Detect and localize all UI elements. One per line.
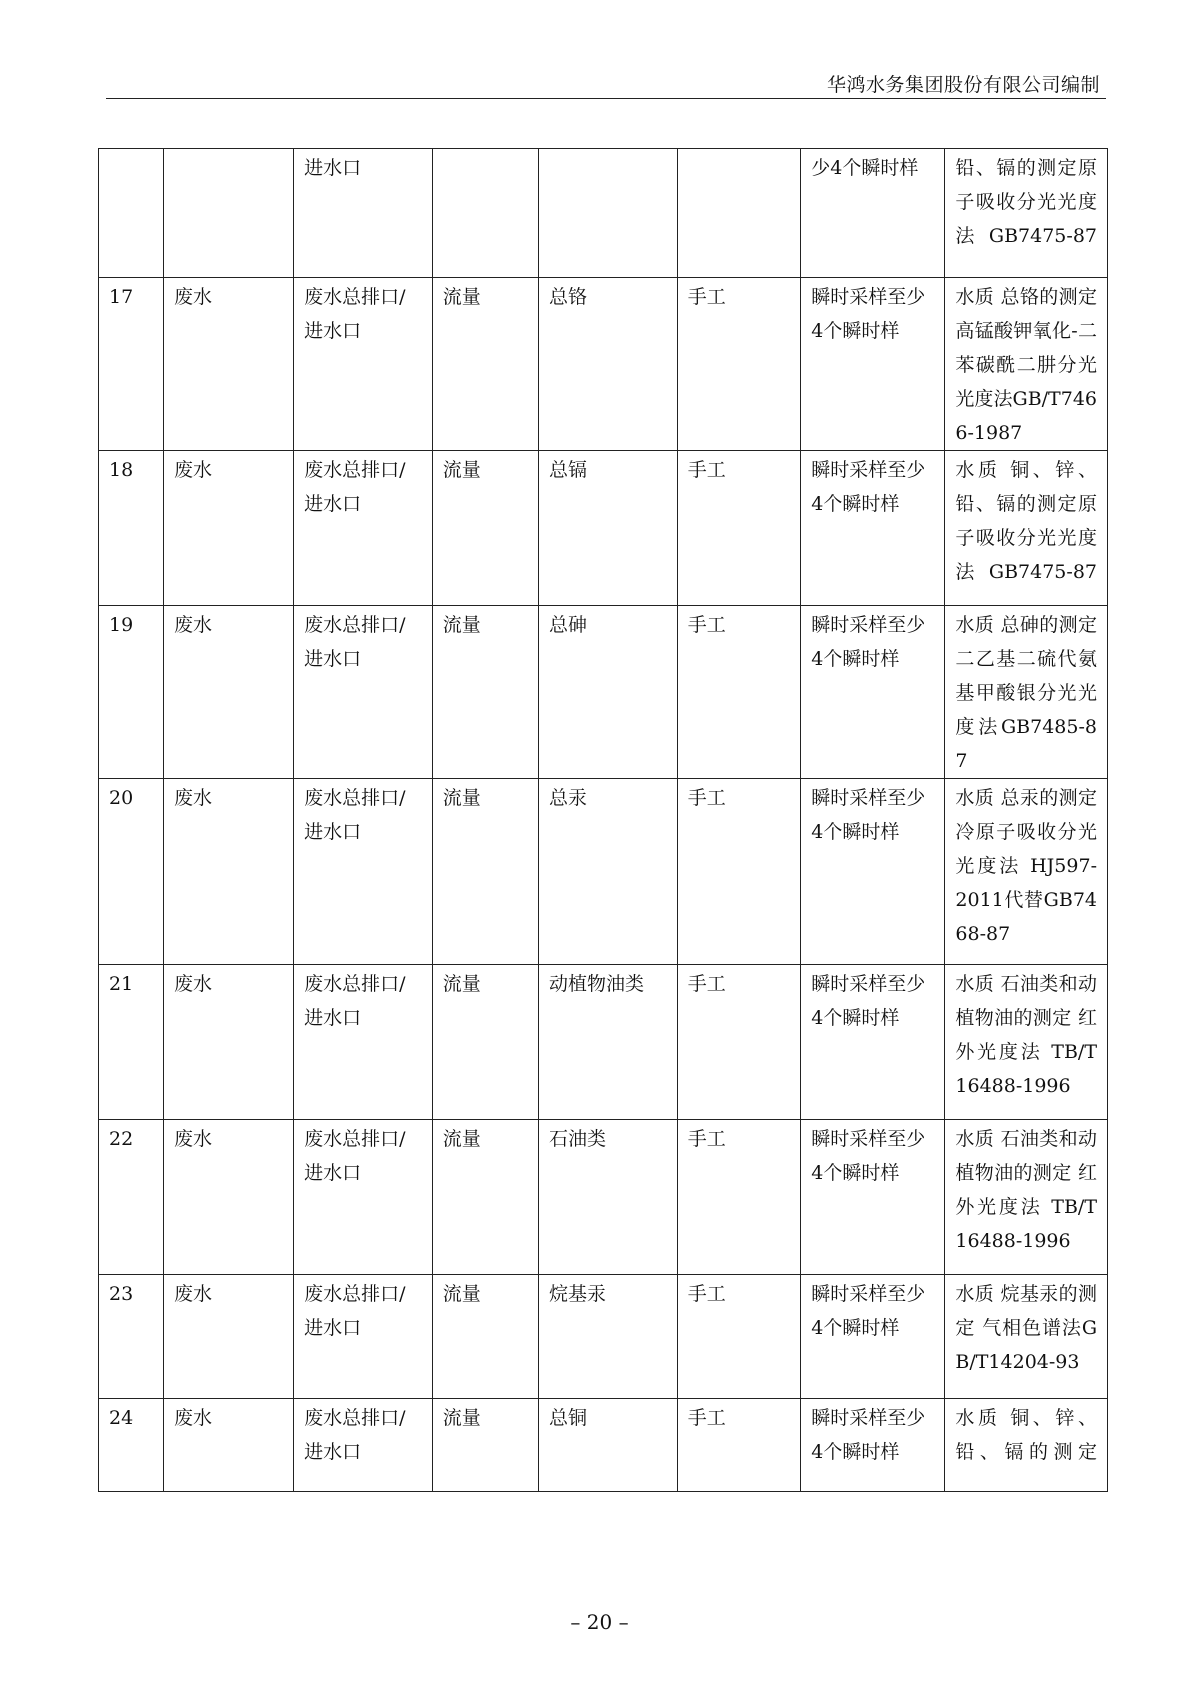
table-row [99, 1399, 1108, 1492]
monitoring-mode [677, 149, 801, 278]
pollutant-category: 废水 [164, 606, 294, 779]
test-method: 水质 总汞的测定 冷原子吸收分光光度法 HJ597-2011代替GB7468-87 [945, 779, 1108, 965]
page-number: – 20 – [570, 1610, 629, 1634]
monitoring-mode: 手工 [677, 451, 801, 606]
monitoring-point: 废水总排口/进水口 [294, 1275, 433, 1399]
monitoring-point: 废水总排口/进水口 [294, 1120, 433, 1275]
parameter: 流量 [432, 451, 538, 606]
table-row [99, 1275, 1108, 1399]
sampling-frequency: 瞬时采样至少4个瞬时样 [801, 606, 945, 779]
sampling-frequency: 瞬时采样至少4个瞬时样 [801, 1120, 945, 1275]
pollutant-category: 废水 [164, 1399, 294, 1492]
test-method: 水质 总铬的测定 高锰酸钾氧化-二苯碳酰二肼分光光度法GB/T7466-1987 [945, 278, 1108, 451]
pollutant-category: 废水 [164, 1275, 294, 1399]
parameter: 流量 [432, 606, 538, 779]
monitoring-point: 废水总排口/进水口 [294, 278, 433, 451]
sampling-frequency: 瞬时采样至少4个瞬时样 [801, 278, 945, 451]
pollutant-category: 废水 [164, 779, 294, 965]
monitoring-item: 总铜 [538, 1399, 677, 1492]
row-number: 24 [99, 1399, 164, 1492]
monitoring-point: 废水总排口/进水口 [294, 606, 433, 779]
monitoring-item: 总汞 [538, 779, 677, 965]
sampling-frequency: 瞬时采样至少4个瞬时样 [801, 1399, 945, 1492]
parameter: 流量 [432, 1399, 538, 1492]
header-title: 华鸿水务集团股份有限公司编制 [826, 74, 1100, 96]
table-row [99, 965, 1108, 1120]
monitoring-item: 总镉 [538, 451, 677, 606]
monitoring-mode: 手工 [677, 278, 801, 451]
row-number: 18 [99, 451, 164, 606]
test-method: 铅、镉的测定原子吸收分光光度法GB7475-87 [945, 149, 1108, 278]
monitoring-mode: 手工 [677, 1399, 801, 1492]
parameter: 流量 [432, 1120, 538, 1275]
monitoring-item [538, 149, 677, 278]
monitoring-point: 废水总排口/进水口 [294, 1399, 433, 1492]
monitoring-mode: 手工 [677, 606, 801, 779]
table-row [99, 779, 1108, 965]
parameter: 流量 [432, 965, 538, 1120]
test-method: 水质 铜、锌、铅、镉的测定 [945, 1399, 1108, 1492]
parameter: 流量 [432, 278, 538, 451]
monitoring-item: 石油类 [538, 1120, 677, 1275]
monitoring-point: 废水总排口/进水口 [294, 779, 433, 965]
table-row [99, 451, 1108, 606]
monitoring-mode: 手工 [677, 1275, 801, 1399]
pollutant-category: 废水 [164, 1120, 294, 1275]
pollutant-category: 废水 [164, 965, 294, 1120]
monitoring-item: 总砷 [538, 606, 677, 779]
row-number: 20 [99, 779, 164, 965]
row-number: 17 [99, 278, 164, 451]
row-number [99, 149, 164, 278]
table-row [99, 278, 1108, 451]
pollutant-category [164, 149, 294, 278]
test-method: 水质 总砷的测定 二乙基二硫代氨基甲酸银分光光度法GB7485-87 [945, 606, 1108, 779]
row-number: 22 [99, 1120, 164, 1275]
pollutant-category: 废水 [164, 451, 294, 606]
pollutant-category: 废水 [164, 278, 294, 451]
test-method: 水质 石油类和动植物油的测定 红外光度法 TB/T 16488-1996 [945, 965, 1108, 1120]
sampling-frequency: 瞬时采样至少4个瞬时样 [801, 1275, 945, 1399]
sampling-frequency: 瞬时采样至少4个瞬时样 [801, 451, 945, 606]
parameter: 流量 [432, 779, 538, 965]
monitoring-item: 总铬 [538, 278, 677, 451]
monitoring-item: 动植物油类 [538, 965, 677, 1120]
sampling-frequency: 瞬时采样至少4个瞬时样 [801, 965, 945, 1120]
page-header [106, 62, 1106, 99]
row-number: 21 [99, 965, 164, 1120]
table-row [99, 1120, 1108, 1275]
monitoring-mode: 手工 [677, 1120, 801, 1275]
row-number: 23 [99, 1275, 164, 1399]
test-method: 水质 石油类和动植物油的测定 红外光度法 TB/T 16488-1996 [945, 1120, 1108, 1275]
sampling-frequency: 少4个瞬时样 [801, 149, 945, 278]
sampling-frequency: 瞬时采样至少4个瞬时样 [801, 779, 945, 965]
monitoring-point: 进水口 [294, 149, 433, 278]
table-row [99, 149, 1108, 278]
monitoring-item: 烷基汞 [538, 1275, 677, 1399]
monitoring-mode: 手工 [677, 965, 801, 1120]
parameter: 流量 [432, 1275, 538, 1399]
test-method: 水质 铜、锌、铅、镉的测定原子吸收分光光度法GB7475-87 [945, 451, 1108, 606]
monitoring-table [98, 148, 1108, 1492]
test-method: 水质 烷基汞的测定 气相色谱法GB/T14204-93 [945, 1275, 1108, 1399]
table-row [99, 606, 1108, 779]
monitoring-point: 废水总排口/进水口 [294, 965, 433, 1120]
parameter [432, 149, 538, 278]
row-number: 19 [99, 606, 164, 779]
monitoring-point: 废水总排口/进水口 [294, 451, 433, 606]
monitoring-mode: 手工 [677, 779, 801, 965]
